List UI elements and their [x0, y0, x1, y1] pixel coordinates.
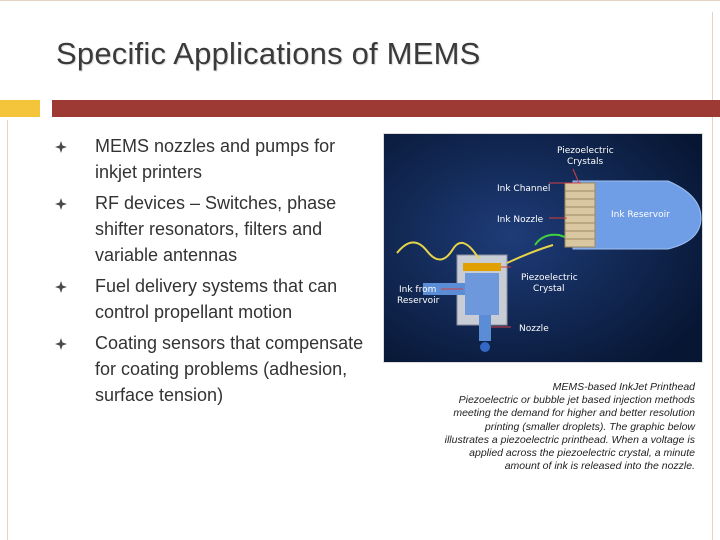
caption-line: illustrates a piezoelectric printhead. When a voltage is	[444, 433, 695, 446]
diamond-bullet-icon	[55, 198, 67, 210]
slide-frame-top	[0, 0, 720, 12]
accent-bar-red	[52, 100, 720, 117]
slide-frame-left	[7, 120, 8, 540]
diamond-bullet-icon	[55, 281, 67, 293]
caption-line: meeting the demand for higher and better resolution	[453, 407, 695, 420]
bullet-item	[55, 133, 365, 185]
bullet-list	[55, 133, 365, 413]
ink-chamber	[465, 273, 499, 315]
nozzle-tube	[479, 315, 491, 341]
bullet-text: Coating sensors that compensate for coating problems (adhesion, surface tension)	[95, 333, 364, 405]
label-ink-from-1: Ink from	[399, 285, 437, 295]
caption-line: MEMS-based InkJet Printhead	[552, 381, 695, 393]
caption-line: printing (smaller droplets). The graphic below	[484, 420, 695, 433]
caption-line: applied across the piezoelectric crystal, a minute	[469, 447, 695, 460]
label-piezo-crystal-1: Piezoelectric	[521, 273, 578, 283]
ink-droplet	[480, 342, 490, 352]
label-ink-reservoir: Ink Reservoir	[611, 210, 670, 220]
label-ink-channel: Ink Channel	[497, 184, 551, 194]
caption-line: amount of ink is released into the nozzle.	[504, 460, 695, 473]
diamond-bullet-icon	[55, 141, 67, 153]
bullet-text: RF devices – Switches, phase shifter resonators, filters and variable antennas	[95, 193, 337, 265]
label-ink-from-2: Reservoir	[397, 296, 440, 306]
label-ink-nozzle: Ink Nozzle	[497, 215, 544, 225]
label-nozzle: Nozzle	[519, 324, 549, 334]
diamond-bullet-icon	[55, 338, 67, 350]
bullet-item	[55, 330, 365, 408]
piezo-crystal-plate	[463, 263, 501, 271]
slide-title: Specific Applications of MEMS	[56, 36, 481, 71]
bullet-text: Fuel delivery systems that can control propellant motion	[95, 276, 338, 322]
label-piezo-crystal-2: Crystal	[533, 284, 565, 294]
label-piezo-crystals-1: Piezoelectric	[557, 146, 614, 156]
accent-bar-gold	[0, 100, 40, 117]
slide-frame-right	[712, 12, 713, 540]
figure-caption	[403, 381, 695, 473]
bullet-item	[55, 273, 365, 325]
label-piezo-crystals-2: Crystals	[567, 157, 604, 167]
bullet-item	[55, 190, 365, 268]
inkjet-printhead-diagram	[383, 133, 703, 363]
caption-line: Piezoelectric or bubble jet based injection methods	[458, 394, 695, 407]
bullet-text: MEMS nozzles and pumps for inkjet printers	[95, 136, 336, 182]
